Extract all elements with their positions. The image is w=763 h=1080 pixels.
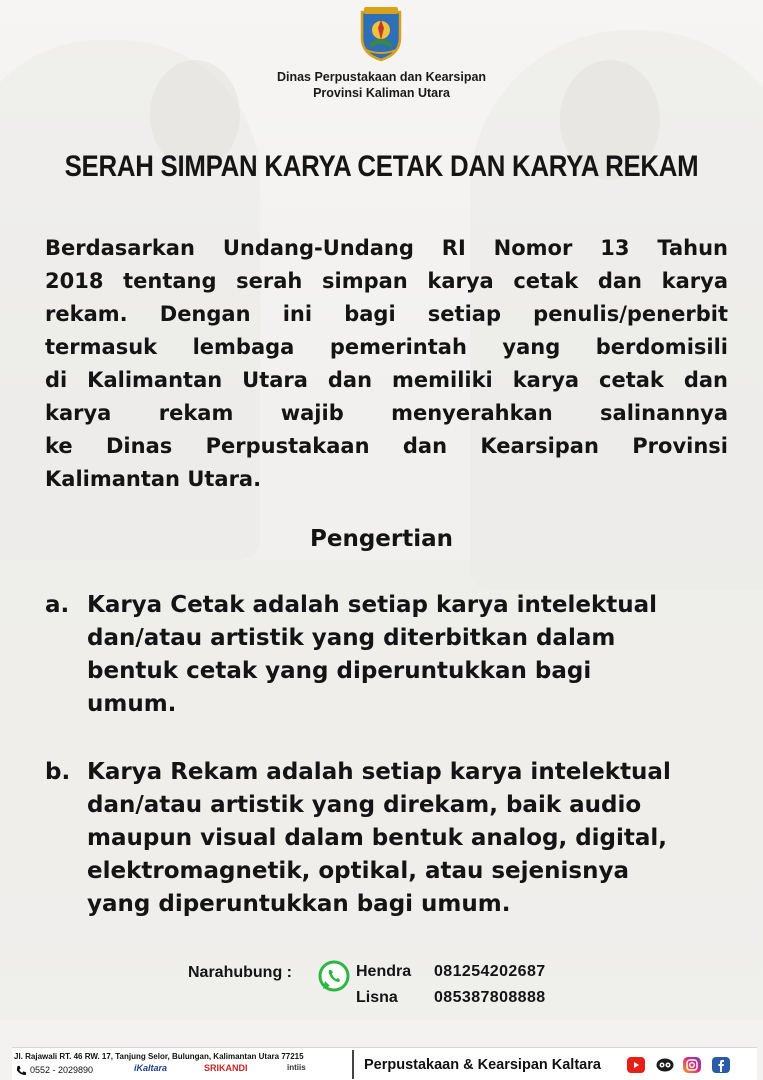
- contact-label: Narahubung :: [188, 964, 292, 981]
- footer-telephone: 0552 - 2029890: [30, 1065, 94, 1075]
- intro-line: karya rekam wajib menyerahkan salinannya: [45, 401, 728, 425]
- footer-address: Jl. Rajawali RT. 46 RW. 17, Tanjung Selor, Bulungan, Kalimantan Utara 77215: [14, 1052, 304, 1061]
- definition-line: dan/atau artistik yang diterbitkan dalam: [87, 625, 616, 651]
- whatsapp-icon[interactable]: [317, 959, 351, 993]
- list-marker: a.: [45, 592, 70, 618]
- intro-line: Kalimantan Utara.: [45, 467, 262, 491]
- definition-line: elektromagnetik, optikal, atau sejenisnya: [87, 858, 629, 884]
- intro-line: ke Dinas Perpustakaan dan Kearsipan Provinsi: [45, 434, 728, 458]
- intro-line: 2018 tentang serah simpan karya cetak dan karya: [45, 269, 728, 293]
- youtube-icon[interactable]: [627, 1057, 645, 1073]
- intro-paragraph: [45, 232, 728, 496]
- contact-phone[interactable]: 081254202687: [434, 963, 546, 980]
- definition-line: Karya Cetak adalah setiap karya intelektual: [87, 592, 658, 618]
- kaltara-coat-of-arms-icon: [358, 4, 404, 62]
- intro-line: Berdasarkan Undang-Undang RI Nomor 13 Tahun: [45, 236, 728, 260]
- definition-line: yang diperuntukkan bagi umum.: [87, 891, 511, 917]
- agency-province: Provinsi Kaliman Utara: [313, 86, 450, 100]
- page-title: SERAH SIMPAN KARYA CETAK DAN KARYA REKAM: [64, 150, 699, 183]
- contact-phone[interactable]: 085387808888: [434, 989, 546, 1006]
- facebook-icon[interactable]: [712, 1057, 730, 1073]
- section-title: Pengertian: [309, 526, 453, 552]
- agency-name: Dinas Perpustakaan dan Kearsipan: [276, 70, 487, 84]
- definition-line: maupun visual dalam bentuk analog, digital,: [87, 825, 668, 851]
- definition-line: bentuk cetak yang diperuntukkan bagi: [87, 658, 592, 684]
- intro-line: termasuk lembaga pemerintah yang berdomisili: [45, 335, 728, 359]
- footer-bar: [12, 1047, 757, 1080]
- instagram-icon[interactable]: [683, 1057, 701, 1073]
- footer-divider: [352, 1050, 354, 1079]
- phone-icon: [16, 1065, 27, 1076]
- definition-line: dan/atau artistik yang direkam, baik audio: [87, 792, 642, 818]
- definition-line: Karya Rekam adalah setiap karya intelektual: [87, 759, 671, 785]
- intro-line: rekam. Dengan ini bagi setiap penulis/penerbit: [45, 302, 728, 326]
- contact-name: Hendra: [356, 963, 412, 980]
- social-account-name: Perpustakaan & Kearsipan Kaltara: [364, 1057, 601, 1073]
- brand-ikaltara: iKaltara: [134, 1063, 168, 1073]
- brand-srikandi: SRIKANDI: [204, 1063, 248, 1073]
- brand-intiis: intiis: [287, 1063, 306, 1072]
- list-marker: b.: [45, 759, 71, 785]
- definition-line: umum.: [87, 691, 177, 717]
- intro-line: di Kalimantan Utara dan memiliki karya cetak dan: [45, 368, 728, 392]
- contact-name: Lisna: [356, 989, 398, 1006]
- tiktok-icon[interactable]: [655, 1057, 675, 1073]
